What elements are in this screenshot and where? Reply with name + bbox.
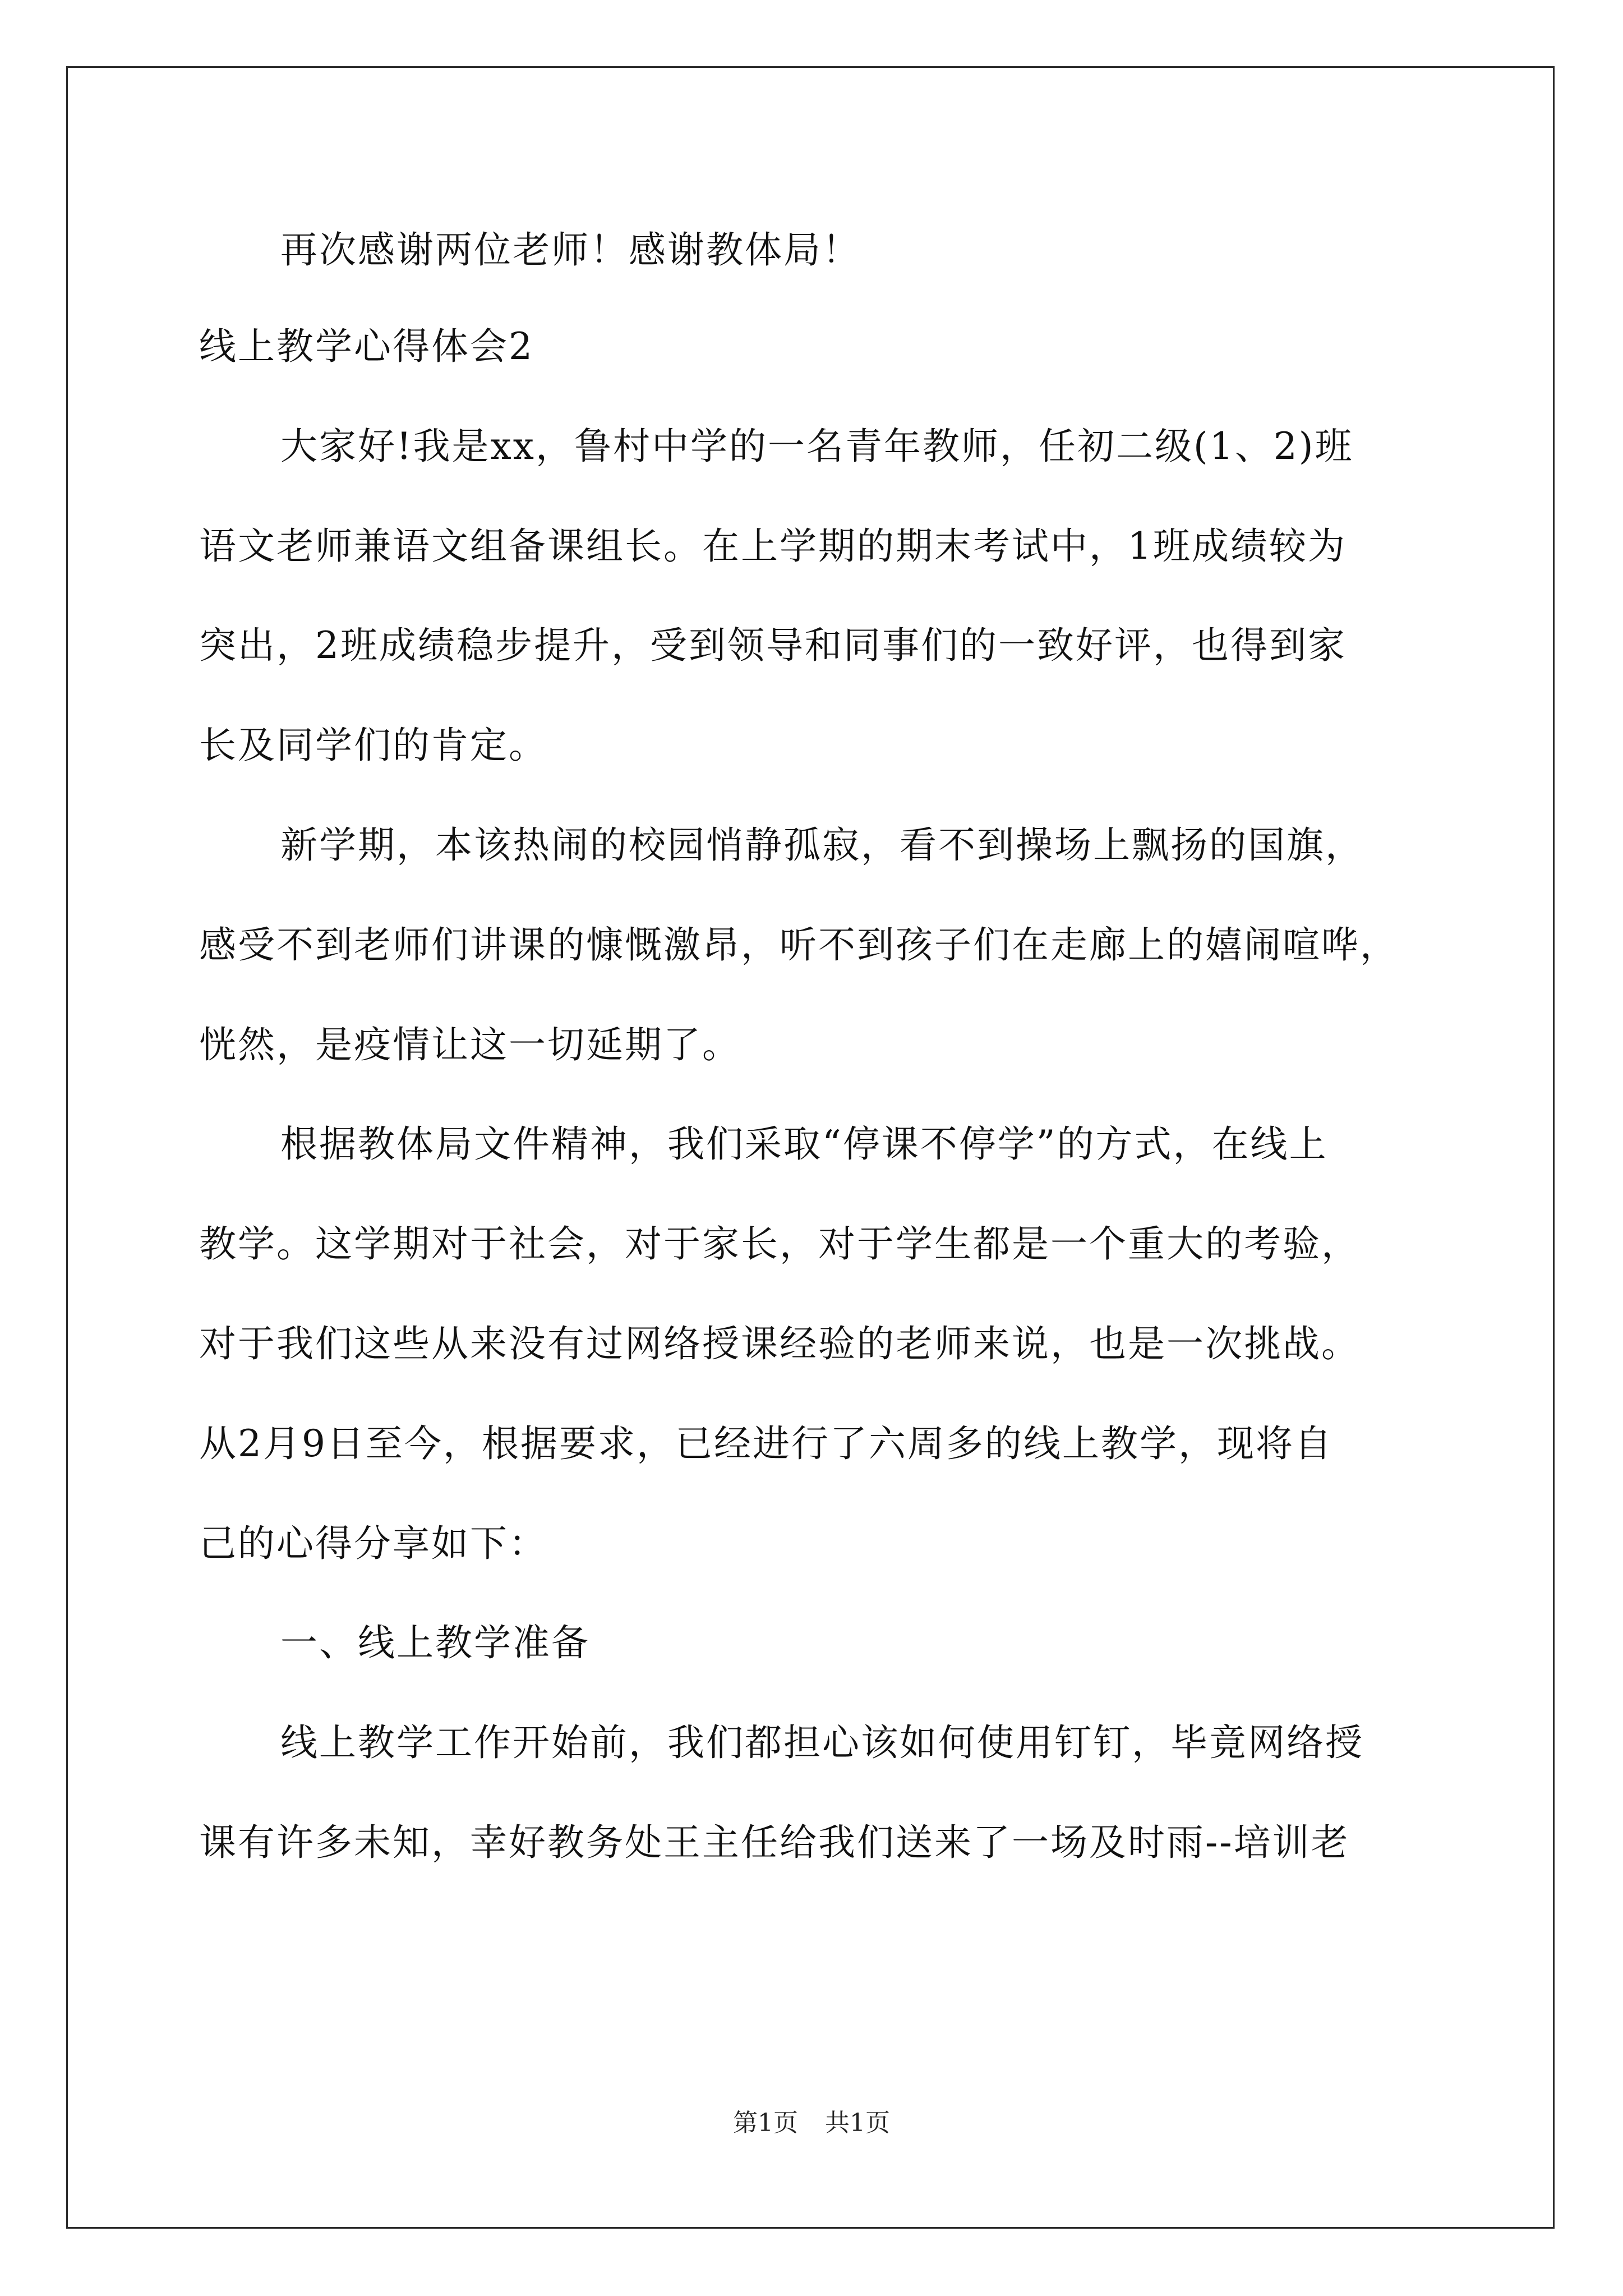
- paragraph-line: 长及同学们的肯定。: [199, 724, 547, 767]
- page-number: 第1页: [733, 2109, 798, 2137]
- page-footer: [0, 2106, 1623, 2140]
- paragraph-line: 再次感谢两位老师！感谢教体局！: [280, 228, 861, 272]
- paragraph-line: 根据教体局文件精神，我们采取“停课不停学”的方式，在线上: [280, 1122, 1328, 1166]
- page-total: 共1页: [825, 2109, 890, 2137]
- subsection-heading: 一、线上教学准备: [280, 1621, 590, 1664]
- paragraph-line: 语文老师兼语文组备课组长。在上学期的期末考试中，1班成绩较为: [199, 524, 1347, 568]
- paragraph-line: 线上教学工作开始前，我们都担心该如何使用钉钉，毕竟网络授: [280, 1721, 1364, 1764]
- paragraph-line: 恍然，是疫情让这一切延期了。: [199, 1023, 741, 1066]
- paragraph-line: 己的心得分享如下：: [199, 1522, 547, 1565]
- paragraph-line: 对于我们这些从来没有过网络授课经验的老师来说，也是一次挑战。: [199, 1322, 1360, 1365]
- paragraph-line: 课有许多未知，幸好教务处王主任给我们送来了一场及时雨--培训老: [199, 1821, 1350, 1864]
- paragraph-line: 从2月9日至今，根据要求，已经进行了六周多的线上教学，现将自: [199, 1422, 1333, 1465]
- section-heading: 线上教学心得体会2: [199, 325, 534, 368]
- paragraph-line: 教学。这学期对于社会，对于家长，对于学生都是一个重大的考验，: [199, 1222, 1360, 1266]
- paragraph-line: 大家好!我是xx，鲁村中学的一名青年教师，任初二级(1、2)班: [280, 425, 1354, 468]
- paragraph-line: 突出，2班成绩稳步提升，受到领导和同事们的一致好评，也得到家: [199, 624, 1347, 667]
- paragraph-line: 新学期，本该热闹的校园悄静孤寂，看不到操场上飘扬的国旗，: [280, 823, 1364, 867]
- paragraph-line: 感受不到老师们讲课的慷慨激昂，听不到孩子们在走廊上的嬉闹喧哗，: [199, 923, 1399, 967]
